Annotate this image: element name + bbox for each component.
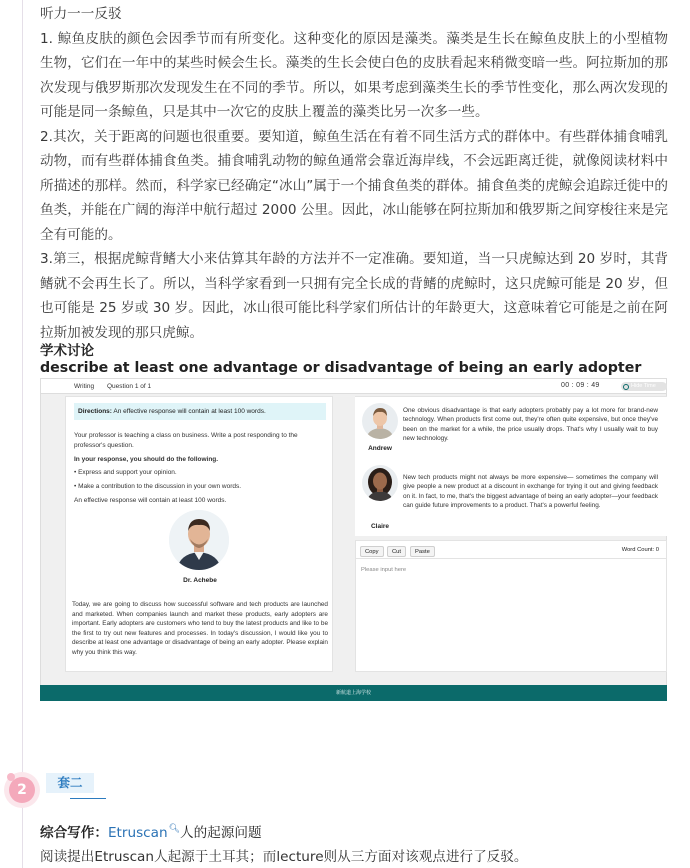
andrew-post: One obvious disadvantage is that early adopters probably pay a lot more for brand-new technology. When products first come out, they're often quite expensive, but once they've been on the market for a while, the price usually drops. That's why I usually wait to buy new technology. [403,407,658,443]
discussion-heading: 学术讨论 [40,343,94,359]
set-two-label: 套二 [46,773,94,793]
hide-time-label: Hide Time [631,383,656,389]
directions-box [74,403,326,420]
composite-writing-title [40,821,262,841]
timeline-line [22,0,23,868]
tab-writing[interactable]: Writing [74,383,95,390]
word-count: Word Count: 0 [621,547,659,553]
claire-post: New tech products might not always be more expensive— sometimes the company will give people a new product at a discount in exchange for trying it out and giving feedback on it. In fact, to me, that's the biggest advantage of being an early adopter—your feedback can guide future improvements to a product. That's a powerful feeling. [403,474,658,510]
andrew-avatar [362,403,398,439]
prompt-bullet-1: • Express and support your opinion. [74,469,177,477]
professor-lecture: Today, we are going to discuss how successful software and tech products are launched and marketed. When companies launch and market these products, early adopters are important. Early adopters are customers who tend to buy the latest products and like to be the first to try out new features and processes. In today's discussion, I would like you to describe at least one advantage or disadvantage of being an early adopter. Please explain why you think this way. [72,601,328,656]
professor-avatar [169,510,229,570]
prompt-bullet-2: • Make a contribution to the discussion in your own words. [74,483,242,491]
response-input[interactable]: Please input here [361,567,407,573]
professor-name: Dr. Achebe [183,577,217,584]
composite-description: 阅读提出Etruscan人起源于土耳其；而lecture则从三方面对该观点进行了反驳。 [40,849,528,865]
timer: 00 : 09 : 49 [561,382,600,389]
claire-name: Claire [370,523,390,530]
prompt-panel [65,396,333,672]
composite-topic: 人的起源问题 [180,825,262,841]
prompt-should: In your response, you should do the following. [74,455,219,463]
etruscan-link[interactable]: Etruscan [107,825,168,841]
andrew-name: Andrew [368,445,392,452]
question-indicator: Question 1 of 1 [107,383,152,390]
article-body [40,2,668,345]
set-underline [70,798,106,799]
article-title: 听力一一反驳 [40,6,122,22]
paste-button[interactable]: Paste [410,546,435,557]
editor-toolbar [356,541,666,559]
exam-screenshot [40,378,667,701]
exam-toolbar [41,379,666,394]
search-icon[interactable]: 🔍︎ [168,824,181,835]
prompt-intro: Your professor is teaching a class on business. Write a post responding to the professor's question. [74,432,298,449]
paragraph-1: 1. 鲸鱼皮肤的颜色会因季节而有所变化。这种变化的原因是藻类。藻类是生长在鲸鱼皮肤上的小型植物生物，它们在一年中的某些时候会生长。藻类的生长会使白色的皮肤看起来稍微变暗一些。阿拉斯加的那次发现与俄罗斯那次发现发生在不同的季节。所以，如果考虑到藻类生长的季节性变化，那么两次发现的可能是同一条鲸鱼，只是其中一次它的皮肤上覆盖的藻类比另一次多一些。 [40,30,668,120]
copy-button[interactable]: Copy [360,546,384,557]
directions-text: An effective response will contain at least 100 words. [111,408,266,415]
directions-label: Directions: [78,408,112,415]
prompt-text [74,431,326,506]
prompt-min-words: An effective response will contain at least 100 words. [74,496,227,504]
exam-footer: 新航道上海学校 [40,685,667,701]
cut-button[interactable]: Cut [387,546,406,557]
response-editor[interactable] [355,540,667,672]
student-posts [355,396,667,536]
section-number-badge: 2 [9,777,35,803]
hide-time-button[interactable] [621,382,667,391]
paragraph-2: 2.其次，关于距离的问题也很重要。要知道，鲸鱼生活在有着不同生活方式的群体中。有些群体捕食哺乳动物，而有些群体捕食鱼类。捕食哺乳动物的鲸鱼通常会靠近海岸线，不会远距离迁徙，就像阅读材料中所描述的那样。然而，科学家已经确定“冰山”属于一个捕食鱼类的群体。捕食鱼类的虎鲸会追踪迁徙中的鱼类，并能在广阔的海洋中航行超过 2000 公里。因此，冰山能够在阿拉斯加和俄罗斯之间穿梭往来是完全有可能的。 [40,128,668,243]
toggle-icon [623,384,629,390]
claire-avatar [362,465,398,501]
paragraph-3: 3.第三，根据虎鲸背鳍大小来估算其年龄的方法并不一定准确。要知道，当一只虎鲸达到 20 岁时，其背鳍就不会再生长了。所以，当科学家看到一只拥有完全长成的背鳍的虎鲸时，这只虎鲸可能是 20 岁，但也可能是 25 岁或 30 岁。因此，冰山很可能比科学家们所估计的年龄更大，这意味着它可能是之前在阿拉斯加被发现的那只虎鲸。 [40,251,668,341]
discussion-question: describe at least one advantage or disadvantage of being an early adopter [40,360,642,376]
composite-label: 综合写作： [40,825,108,841]
